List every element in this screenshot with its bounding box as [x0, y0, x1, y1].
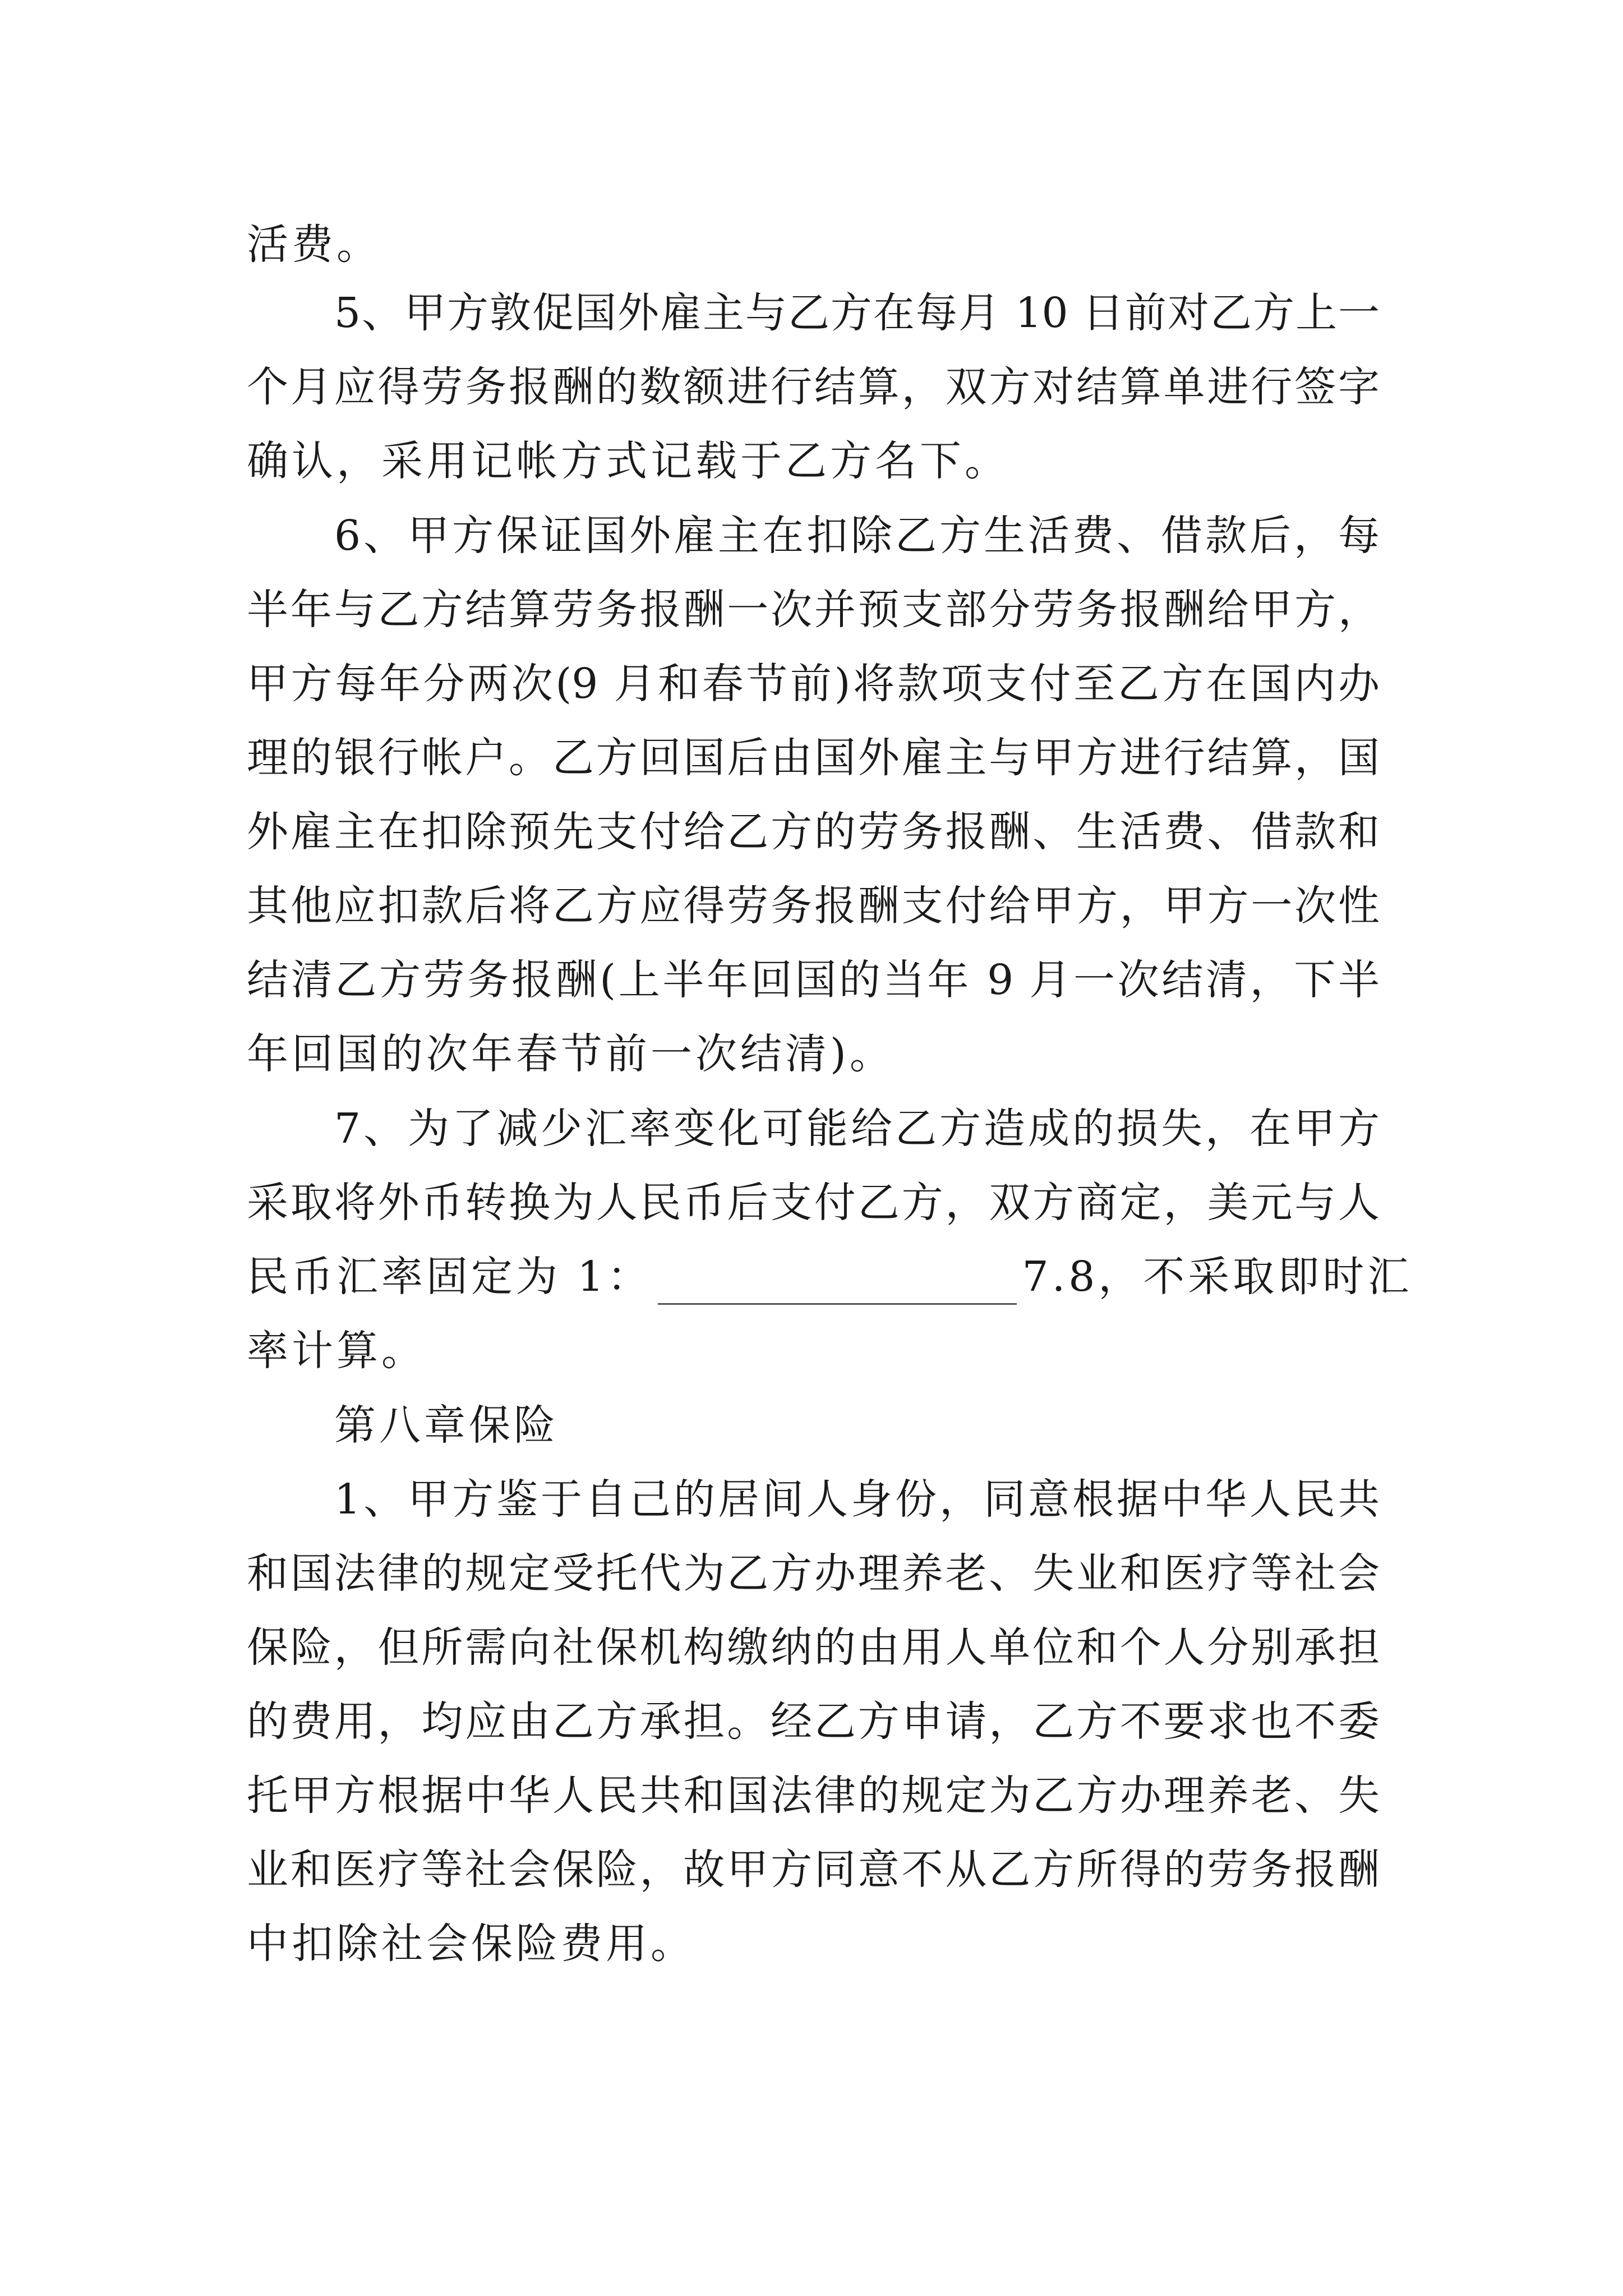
text-line: 外雇主在扣除预先支付给乙方的劳务报酬、生活费、借款和	[247, 808, 1380, 856]
text-line: 6、甲方保证国外雇主在扣除乙方生活费、借款后，每	[334, 512, 1380, 560]
rate-prefix: 民币汇率固定为 1：	[247, 1253, 652, 1301]
text-line: 1、甲方鉴于自己的居间人身份，同意根据中华人民共	[334, 1475, 1380, 1524]
rate-suffix: 7.8，不采取即时汇	[1022, 1253, 1413, 1301]
text-line: 采取将外币转换为人民币后支付乙方，双方商定，美元与人	[247, 1179, 1380, 1227]
text-line: 其他应扣款后将乙方应得劳务报酬支付给甲方，甲方一次性	[247, 882, 1380, 930]
text-line: 活费。	[247, 220, 381, 269]
chapter-heading: 第八章保险	[334, 1401, 559, 1450]
text-line: 业和医疗等社会保险，故甲方同意不从乙方所得的劳务报酬	[247, 1846, 1380, 1894]
text-line: 率计算。	[247, 1327, 426, 1375]
text-line: 和国法律的规定受托代为乙方办理养老、失业和医疗等社会	[247, 1549, 1380, 1598]
text-line: 理的银行帐户。乙方回国后由国外雇主与甲方进行结算，国	[247, 734, 1380, 782]
text-line: 结清乙方劳务报酬(上半年回国的当年 9 月一次结清，下半	[247, 956, 1380, 1004]
text-line: 托甲方根据中华人民共和国法律的规定为乙方办理养老、失	[247, 1772, 1380, 1820]
text-line: 保险，但所需向社保机构缴纳的由用人单位和个人分别承担	[247, 1623, 1380, 1672]
text-line: 的费用，均应由乙方承担。经乙方申请，乙方不要求也不委	[247, 1697, 1380, 1746]
text-line: 确认，采用记帐方式记载于乙方名下。	[247, 437, 1009, 485]
text-line: 5、甲方敦促国外雇主与乙方在每月 10 日前对乙方上一	[334, 289, 1380, 337]
text-line: 年回国的次年春节前一次结清)。	[247, 1030, 895, 1078]
text-line: 半年与乙方结算劳务报酬一次并预支部分劳务报酬给甲方，	[247, 586, 1380, 634]
exchange-rate-line	[247, 1249, 1412, 1305]
text-line: 中扣除社会保险费用。	[247, 1920, 695, 1968]
text-line: 个月应得劳务报酬的数额进行结算，双方对结算单进行签字	[247, 363, 1380, 411]
text-line: 甲方每年分两次(9 月和春节前)将款项支付至乙方在国内办	[247, 660, 1380, 708]
text-line: 7、为了减少汇率变化可能给乙方造成的损失，在甲方	[334, 1105, 1380, 1153]
fill-in-blank[interactable]	[658, 1264, 1017, 1305]
